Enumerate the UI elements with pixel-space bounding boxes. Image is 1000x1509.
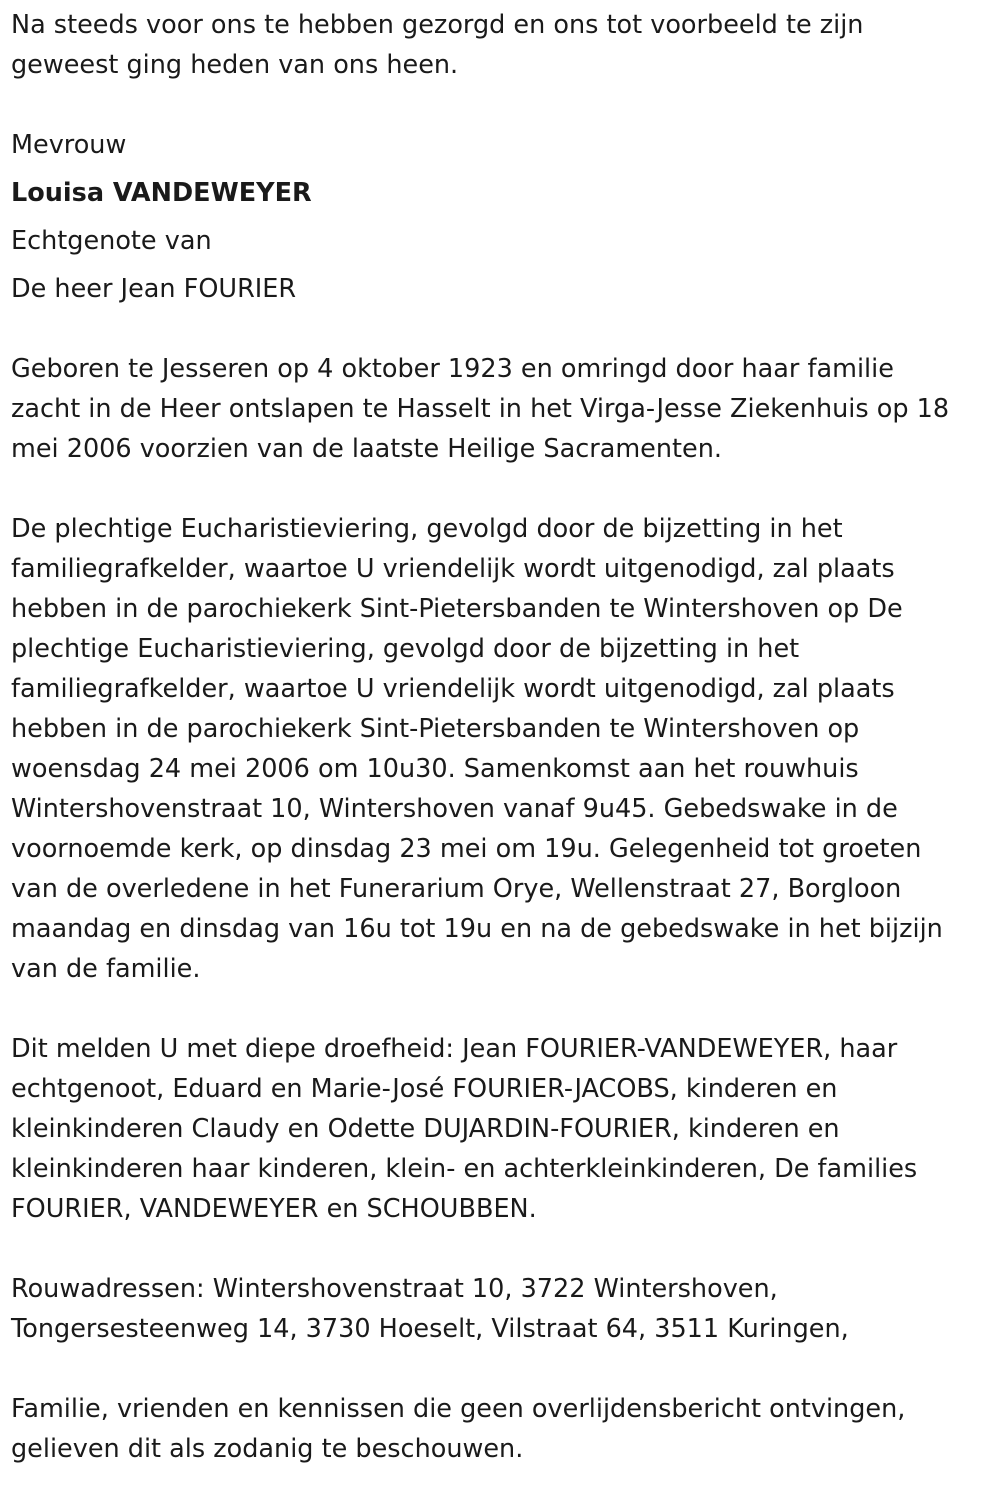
address-line: Tongersesteenweg 14, 3730 Hoeselt, Vilstraat 64, 3511 Kuringen, (11, 1314, 849, 1344)
ceremony-line: plechtige Eucharistieviering, gevolgd door de bijzetting in het (11, 634, 800, 664)
ceremony-line: familiegrafkelder, waartoe U vriendelijk wordt uitgenodigd, zal plaats (11, 674, 895, 704)
ceremony-line: hebben in de parochiekerk Sint-Pietersbanden te Wintershoven op (11, 714, 860, 744)
ceremony-line: van de familie. (11, 954, 201, 984)
honorific-title: Mevrouw (11, 130, 127, 160)
ceremony-paragraph (11, 509, 991, 989)
family-line: kleinkinderen Claudy en Odette DUJARDIN-FOURIER, kinderen en (11, 1114, 840, 1144)
ceremony-line: maandag en dinsdag van 16u tot 19u en na de gebedswake in het bijzijn (11, 914, 943, 944)
address-line: Rouwadressen: Wintershovenstraat 10, 3722 Wintershoven, (11, 1274, 778, 1304)
intro-paragraph (11, 5, 991, 85)
family-line: Dit melden U met diepe droefheid: Jean FOURIER-VANDEWEYER, haar (11, 1034, 898, 1064)
ceremony-line: hebben in de parochiekerk Sint-Pietersbanden te Wintershoven op De (11, 594, 903, 624)
closing-paragraph (11, 1389, 991, 1469)
spouse-name: De heer Jean FOURIER (11, 274, 297, 304)
deceased-header (11, 125, 991, 309)
family-line: kleinkinderen haar kinderen, klein- en achterkleinkinderen, De families (11, 1154, 918, 1184)
deceased-name: Louisa VANDEWEYER (11, 178, 312, 208)
birth-paragraph (11, 349, 991, 469)
relation-label: Echtgenote van (11, 226, 212, 256)
family-line: FOURIER, VANDEWEYER en SCHOUBBEN. (11, 1194, 537, 1224)
family-paragraph (11, 1029, 991, 1229)
ceremony-line: Wintershovenstraat 10, Wintershoven vanaf 9u45. Gebedswake in de (11, 794, 898, 824)
ceremony-line: van de overledene in het Funerarium Orye, Wellenstraat 27, Borgloon (11, 874, 902, 904)
ceremony-line: voornoemde kerk, op dinsdag 23 mei om 19u. Gelegenheid tot groeten (11, 834, 922, 864)
ceremony-line: woensdag 24 mei 2006 om 10u30. Samenkomst aan het rouwhuis (11, 754, 859, 784)
closing-line: Familie, vrienden en kennissen die geen overlijdensbericht ontvingen, (11, 1394, 906, 1424)
intro-line: Na steeds voor ons te hebben gezorgd en ons tot voorbeeld te zijn (11, 10, 864, 40)
birth-line: Geboren te Jesseren op 4 oktober 1923 en omringd door haar familie (11, 354, 894, 384)
ceremony-line: familiegrafkelder, waartoe U vriendelijk wordt uitgenodigd, zal plaats (11, 554, 895, 584)
intro-line: geweest ging heden van ons heen. (11, 50, 459, 80)
addresses-paragraph (11, 1269, 991, 1349)
ceremony-line: De plechtige Eucharistieviering, gevolgd door de bijzetting in het (11, 514, 843, 544)
closing-line: gelieven dit als zodanig te beschouwen. (11, 1434, 524, 1464)
birth-line: zacht in de Heer ontslapen te Hasselt in het Virga-Jesse Ziekenhuis op 18 (11, 394, 950, 424)
obituary-document (11, 5, 991, 1509)
family-line: echtgenoot, Eduard en Marie-José FOURIER-JACOBS, kinderen en (11, 1074, 838, 1104)
birth-line: mei 2006 voorzien van de laatste Heilige Sacramenten. (11, 434, 722, 464)
